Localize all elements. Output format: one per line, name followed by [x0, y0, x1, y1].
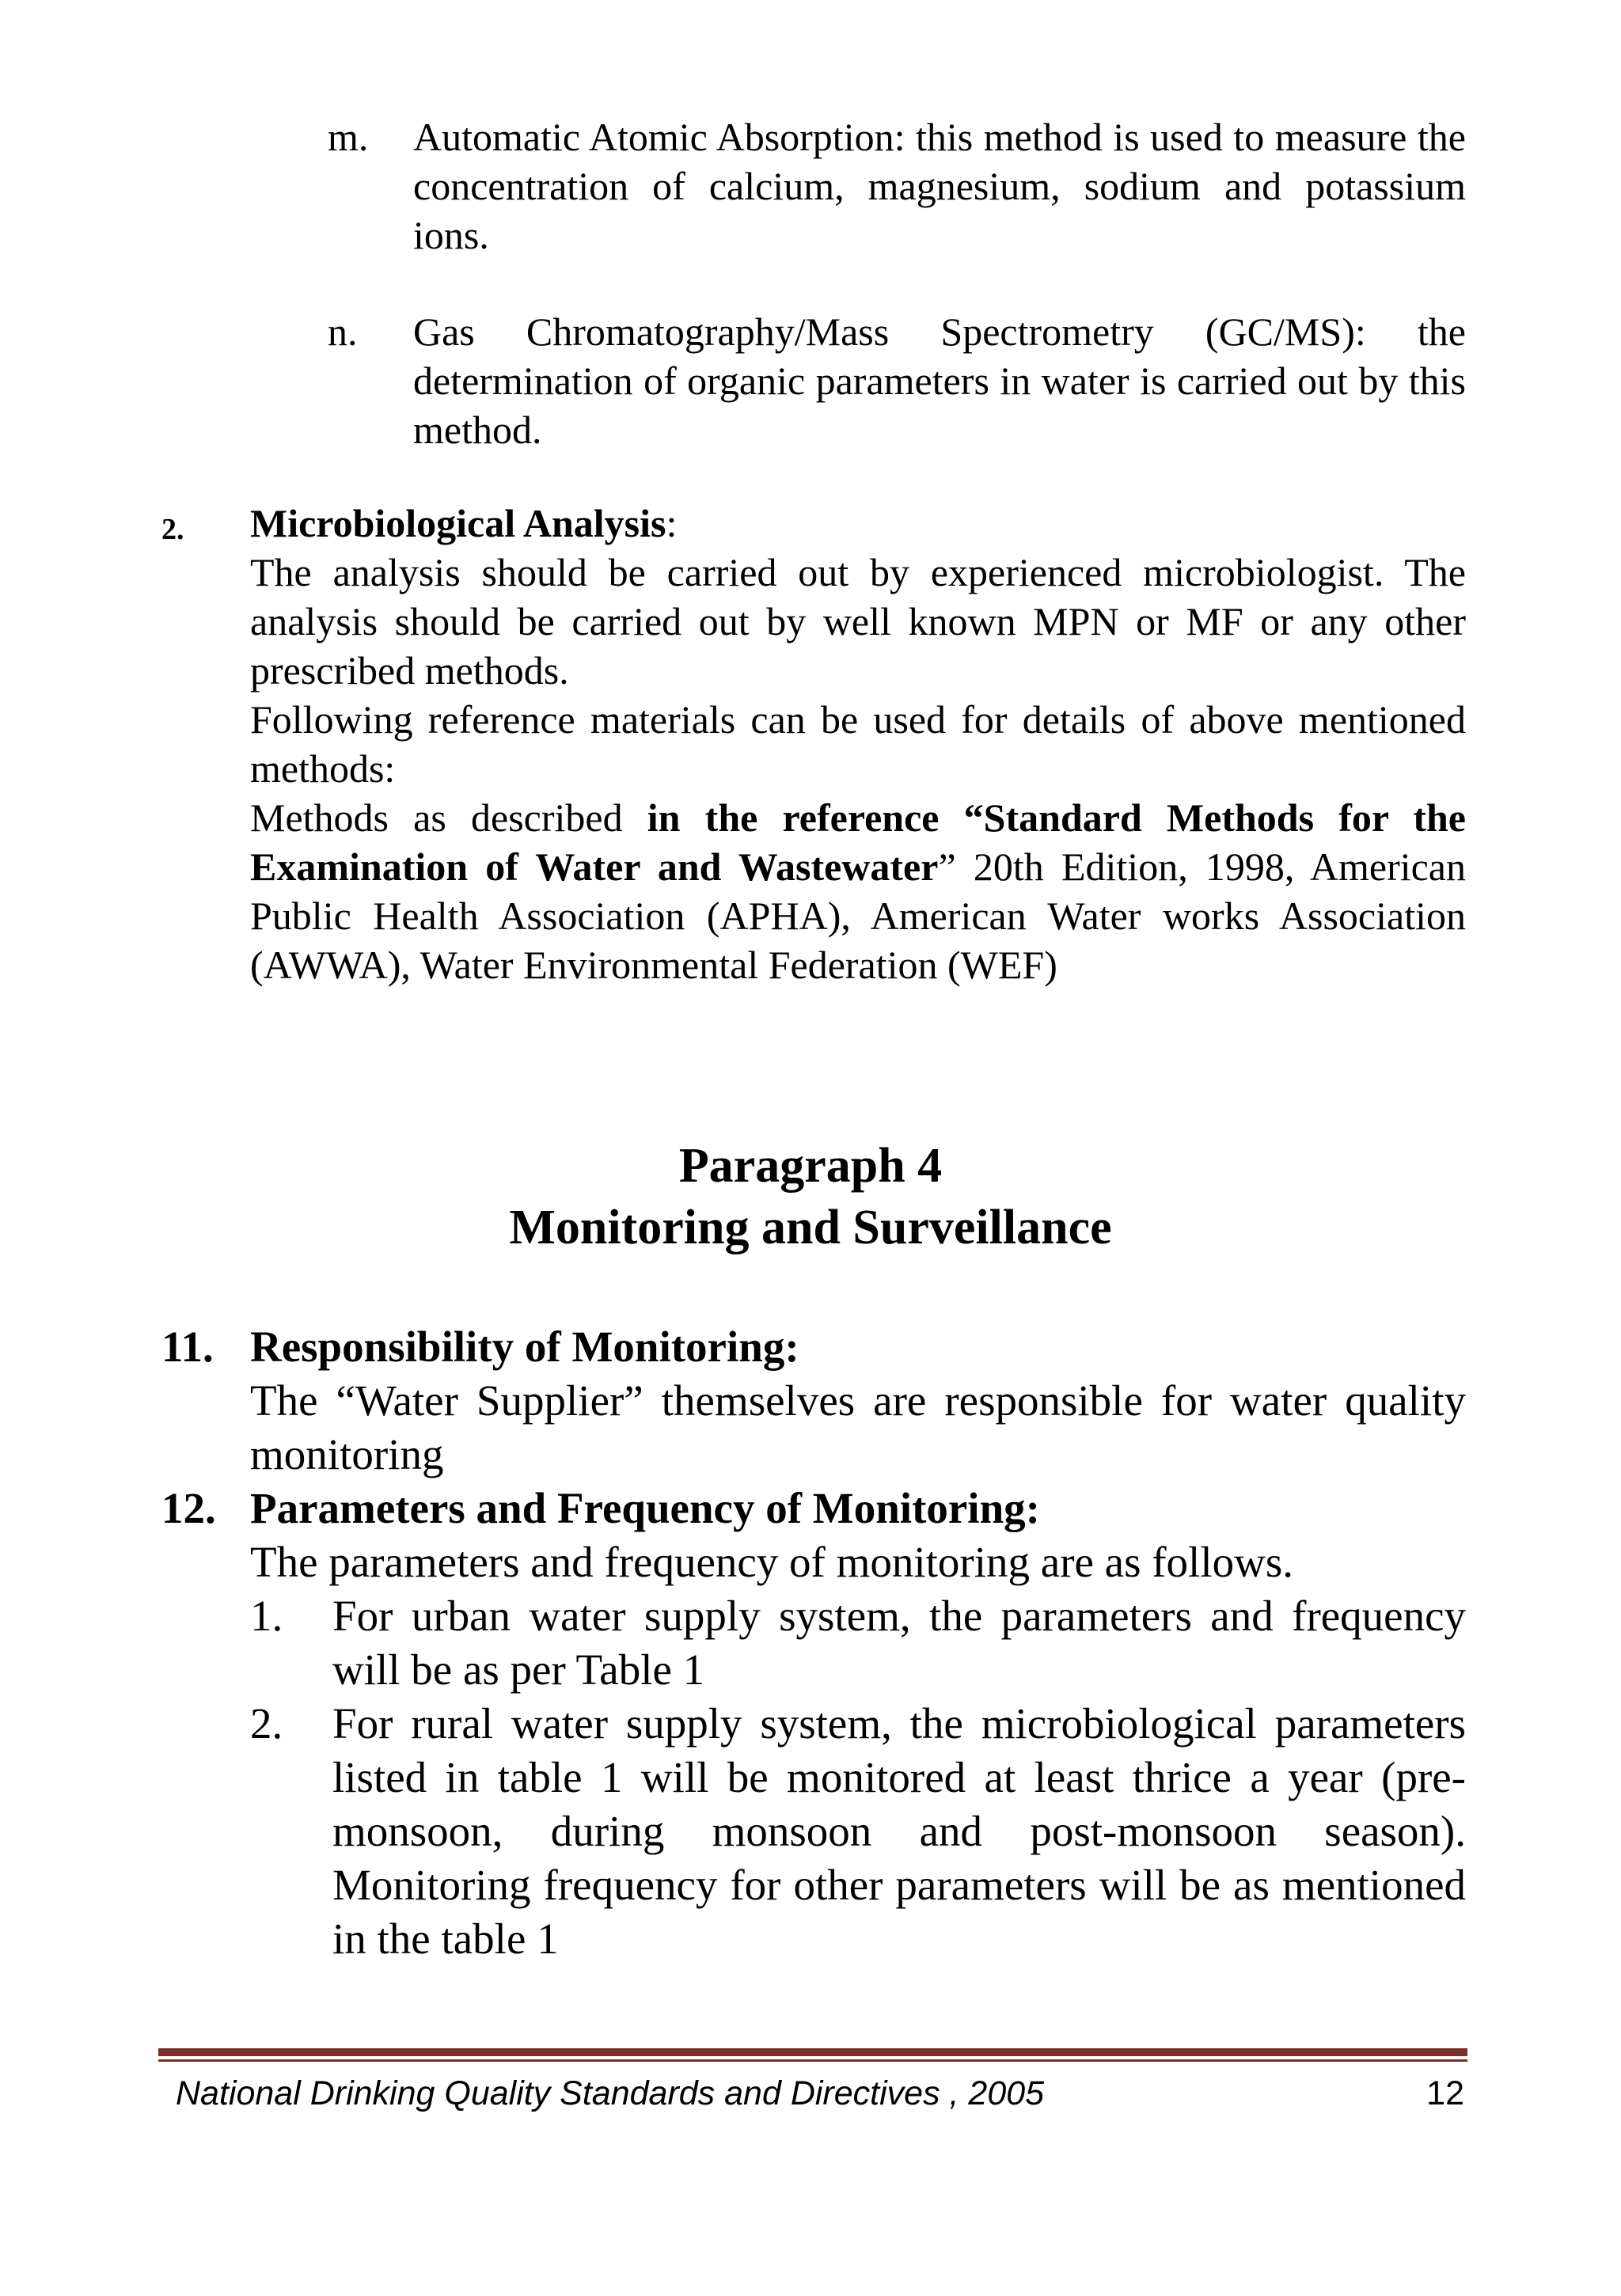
- section-title-text: Microbiological Analysis: [250, 501, 666, 545]
- page-heading: [0, 1135, 1621, 1258]
- section-paragraph: The “Water Supplier” themselves are responsible for water quality monitoring: [250, 1376, 1466, 1478]
- list-item: [250, 1697, 1466, 1966]
- heading-line-1: Paragraph 4: [678, 1139, 943, 1193]
- section-title: [250, 499, 1466, 548]
- section-title-colon: :: [666, 501, 678, 545]
- section-title: Parameters and Frequency of Monitoring:: [250, 1484, 1040, 1532]
- section-paragraph: Following reference materials can be used for details of above mentioned methods:: [250, 697, 1466, 791]
- section-paragraph-reference: [250, 793, 1466, 989]
- list-item: [250, 1589, 1466, 1697]
- section-intro: The parameters and frequency of monitoring are as follows.: [250, 1538, 1293, 1586]
- list-marker: m.: [328, 115, 369, 159]
- list-item-text: Automatic Atomic Absorption: this method is used to measure the concentration of calcium, magnesium, sodium and potassium ions.: [413, 115, 1466, 257]
- footer-document-title: National Drinking Quality Standards and Directives , 2005: [176, 2074, 1045, 2112]
- section-number: 12.: [161, 1484, 216, 1532]
- section-paragraph: The analysis should be carried out by experienced microbiologist. The analysis should be carried out by well known MPN or MF or any other prescribed methods.: [250, 550, 1466, 693]
- heading-line-2: Monitoring and Surveillance: [509, 1201, 1112, 1254]
- section-number: 11.: [161, 1323, 214, 1371]
- section-title: Responsibility of Monitoring:: [250, 1323, 799, 1371]
- list-item-number: 2.: [250, 1699, 283, 1748]
- footer-rule-thick: [158, 2048, 1467, 2056]
- list-item-text: For rural water supply system, the microbiological parameters listed in table 1 will be monitored at least thrice a year (pre-monsoon, during monsoon and post-monsoon season). Monitoring frequency for other parameters will be as mentioned in the table 1: [332, 1699, 1466, 1963]
- reference-intro: Methods as described: [250, 795, 647, 840]
- list-item-text: Gas Chromatography/Mass Spectrometry (GC/MS): the determination of organic parameters in water is carried out by this method.: [413, 309, 1466, 452]
- reference-details: ” 20th Edition, 1998, American Public Health Association (APHA), American Water works Association (AWWA), Water Environmental Federation (WEF): [250, 844, 1466, 987]
- section-number: 2.: [161, 513, 184, 546]
- footer-rule-thin: [158, 2059, 1467, 2062]
- list-marker: n.: [328, 309, 358, 354]
- footer-page-number: 12: [1426, 2074, 1464, 2112]
- reference-title: in the reference “Standard Methods for the Examination of Water and Wastewater: [250, 795, 1466, 889]
- list-item-number: 1.: [250, 1592, 283, 1640]
- list-item-text: For urban water supply system, the parameters and frequency will be as per Table 1: [332, 1592, 1466, 1694]
